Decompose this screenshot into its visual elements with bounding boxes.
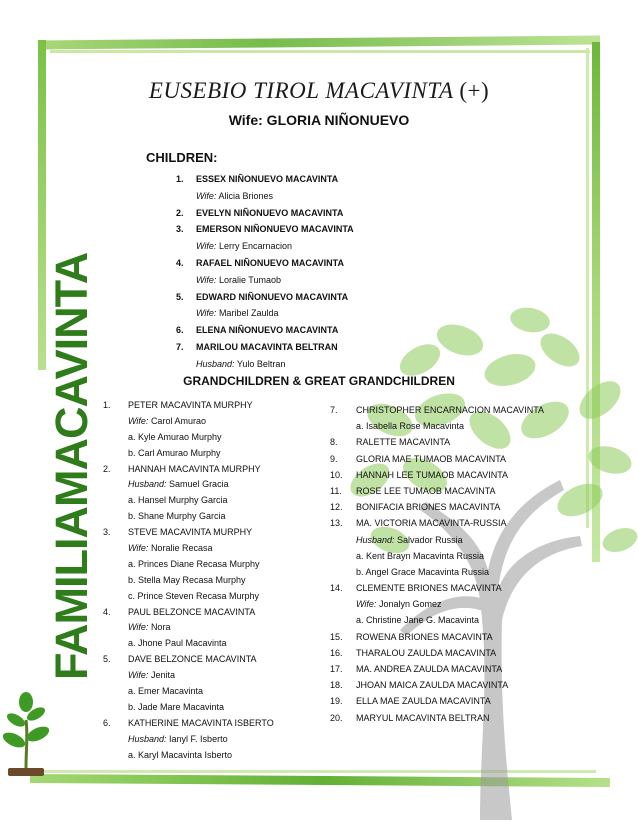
- spouse-name: Alicia Briones: [218, 190, 273, 201]
- children-list: [176, 171, 436, 373]
- grandchild-spouse: [330, 596, 570, 612]
- spouse-name: Noralie Recasa: [150, 543, 213, 554]
- spouse-name: Jenita: [150, 670, 175, 681]
- spouse-name: Carol Amurao: [150, 415, 206, 426]
- grandchild-name: DAVE BELZONCE MACAVINTA: [128, 654, 257, 665]
- child-spouse: [176, 305, 436, 322]
- title-suffix: (+): [459, 78, 490, 103]
- spouse-name: Ianyl F. Isberto: [169, 733, 228, 744]
- child-item: [176, 205, 436, 222]
- grandchild-item: [330, 467, 570, 483]
- grandchild-number: 3.: [103, 527, 111, 538]
- spouse-name: Loralie Tumaob: [218, 274, 281, 285]
- child-item: [176, 322, 436, 339]
- child-item: [176, 339, 436, 356]
- child-number: 6.: [176, 325, 184, 336]
- title-name: EUSEBIO TIROL MACAVINTA: [148, 78, 454, 103]
- grandchild-number: 2.: [103, 463, 111, 474]
- child-spouse: [176, 188, 436, 205]
- grandchild-spouse: [103, 414, 303, 430]
- grandchild-item: [103, 525, 303, 541]
- spouse-label: Husband:: [128, 479, 167, 490]
- grandchild-name: CLEMENTE BRIONES MACAVINTA: [356, 583, 502, 594]
- grandchild-item: [330, 629, 570, 645]
- grandchild-spouse: [103, 541, 303, 557]
- grandchild-name: HANNAH LEE TUMAOB MACAVINTA: [356, 469, 509, 480]
- grandchild-number: 4.: [103, 606, 111, 617]
- spouse-label: Wife:: [128, 622, 149, 633]
- grandchild-item: [330, 434, 570, 450]
- child-name: MARILOU MACAVINTA BELTRAN: [196, 341, 338, 352]
- spouse-label: Wife:: [196, 190, 217, 201]
- great-grandchild-item: a. Jhone Paul Macavinta: [128, 638, 227, 649]
- grandchild-item: [330, 693, 570, 709]
- great-grandchild-item: b. Jade Mare Macavinta: [128, 701, 225, 712]
- grandchild-number: 12.: [330, 502, 343, 513]
- spouse-name: Jonalyn Gomez: [378, 599, 442, 610]
- great-grandchild-item: a. Karyl Macavinta Isberto: [128, 749, 233, 760]
- spouse-name: Yulo Beltran: [236, 358, 286, 369]
- grandchild-number: 6.: [103, 717, 111, 728]
- grandchild-number: 13.: [330, 518, 343, 529]
- grandchildren-heading: GRANDCHILDREN & GREAT GRANDCHILDREN: [183, 374, 455, 388]
- child-number: 2.: [176, 207, 184, 218]
- child-item: [176, 289, 436, 306]
- grandchild-item: [330, 710, 570, 726]
- child-name: ESSEX NIÑONUEVO MACAVINTA: [196, 174, 339, 184]
- grandchild-name: CHRISTOPHER ENCARNACION MACAVINTA: [356, 405, 545, 415]
- grandchild-number: 20.: [330, 712, 343, 723]
- grandchild-number: 9.: [330, 453, 338, 464]
- grandchild-name: THARALOU ZAULDA MACAVINTA: [356, 647, 497, 658]
- grandchild-spouse: [103, 668, 303, 684]
- grandchild-item: [103, 716, 303, 732]
- brand-vertical-text: FAMILIAMACAVINTA: [46, 252, 97, 680]
- child-name: EDWARD NIÑONUEVO MACAVINTA: [196, 291, 349, 302]
- wife-line: Wife: GLORIA NIÑONUEVO: [228, 112, 410, 128]
- child-number: 7.: [176, 341, 184, 352]
- spouse-name: Nora: [150, 622, 171, 633]
- grandchild-number: 1.: [103, 400, 111, 410]
- grandchild-number: 7.: [330, 405, 338, 415]
- great-grandchild-item: a. Princes Diane Recasa Murphy: [128, 558, 260, 569]
- grandchild-item: [103, 652, 303, 668]
- spouse-name: Samuel Gracia: [169, 479, 229, 490]
- grandchild-spouse: [103, 620, 303, 636]
- great-grandchild-item: a. Christine Jane G. Macavinta: [356, 615, 480, 626]
- grandchild-number: 16.: [330, 647, 343, 658]
- great-grandchild-item: a. Emer Macavinta: [128, 686, 204, 697]
- child-name: ELENA NIÑONUEVO MACAVINTA: [196, 325, 339, 336]
- grandchildren-right-column: [330, 402, 570, 726]
- grandchild-number: 18.: [330, 680, 343, 691]
- grandchild-item: [103, 605, 303, 621]
- grandchild-name: ELLA MAE ZAULDA MACAVINTA: [356, 696, 491, 707]
- great-grandchild-item: b. Stella May Recasa Murphy: [128, 574, 246, 585]
- spouse-label: Wife:: [128, 415, 149, 426]
- spouse-label: Wife:: [356, 599, 377, 610]
- grandchild-name: KATHERINE MACAVINTA ISBERTO: [128, 717, 274, 728]
- grandchild-name: MA. VICTORIA MACAVINTA-RUSSIA: [356, 518, 507, 529]
- grandchild-name: BONIFACIA BRIONES MACAVINTA: [356, 502, 501, 513]
- child-number: 5.: [176, 291, 184, 302]
- spouse-label: Wife:: [128, 543, 149, 554]
- grandchild-name: ROSE LEE TUMAOB MACAVINTA: [356, 485, 496, 496]
- grandchild-name: HANNAH MACAVINTA MURPHY: [128, 463, 261, 474]
- grandchild-item: [330, 661, 570, 677]
- grandchild-item: [330, 499, 570, 515]
- grandchild-item: [330, 645, 570, 661]
- grandchild-number: 17.: [330, 664, 343, 674]
- child-item: [176, 255, 436, 272]
- grandchild-item: [330, 515, 570, 531]
- grandchild-name: RALETTE MACAVINTA: [356, 437, 451, 448]
- grandchild-name: PAUL BELZONCE MACAVINTA: [128, 606, 256, 617]
- child-name: EMERSON NIÑONUEVO MACAVINTA: [196, 224, 354, 235]
- grandchild-item: [330, 580, 570, 596]
- grandchild-name: MARYUL MACAVINTA BELTRAN: [356, 712, 490, 723]
- grandchild-number: 19.: [330, 696, 343, 707]
- frame-top-stroke: [40, 36, 600, 50]
- spouse-name: Salvador Russia: [397, 534, 463, 545]
- child-spouse: [176, 272, 436, 289]
- grandchild-name: PETER MACAVINTA MURPHY: [128, 400, 253, 410]
- seedling-logo-icon: [0, 690, 60, 780]
- grandchild-name: STEVE MACAVINTA MURPHY: [128, 527, 253, 538]
- spouse-label: Husband:: [356, 534, 395, 545]
- great-grandchild-item: b. Carl Amurao Murphy: [128, 447, 221, 458]
- grandchild-number: 10.: [330, 469, 343, 480]
- child-spouse: [176, 356, 436, 373]
- frame-top-inner-stroke: [50, 50, 590, 53]
- child-name: EVELYN NIÑONUEVO MACAVINTA: [196, 207, 344, 218]
- child-item: [176, 221, 436, 238]
- great-grandchild-item: b. Shane Murphy Garcia: [128, 511, 226, 522]
- child-item: [176, 171, 436, 188]
- spouse-label: Wife:: [196, 308, 217, 319]
- great-grandchild-item: a. Kyle Amurao Murphy: [128, 431, 222, 442]
- spouse-name: Maribel Zaulda: [218, 308, 279, 319]
- grandchild-name: ROWENA BRIONES MACAVINTA: [356, 631, 493, 642]
- grandchild-name: GLORIA MAE TUMAOB MACAVINTA: [356, 453, 507, 464]
- grandchild-item: [330, 402, 570, 418]
- child-number: 4.: [176, 257, 184, 268]
- great-grandchild-item: b. Angel Grace Macavinta Russia: [356, 566, 490, 577]
- spouse-label: Husband:: [128, 733, 167, 744]
- child-number: 1.: [176, 174, 184, 184]
- page-title: [0, 78, 638, 104]
- grandchild-number: 15.: [330, 631, 343, 642]
- grandchild-spouse: [330, 532, 570, 548]
- children-heading: CHILDREN:: [146, 150, 218, 165]
- grandchild-spouse: [103, 732, 303, 748]
- spouse-label: Husband:: [196, 358, 235, 369]
- grandchild-name: MA. ANDREA ZAULDA MACAVINTA: [356, 664, 503, 674]
- spouse-label: Wife:: [196, 274, 217, 285]
- grandchildren-left-column: [103, 398, 303, 763]
- great-grandchild-item: a. Kent Brayn Macavinta Russia: [356, 550, 485, 561]
- grandchild-spouse: [103, 477, 303, 493]
- great-grandchild-item: a. Hansel Murphy Garcia: [128, 495, 228, 506]
- child-name: RAFAEL NIÑONUEVO MACAVINTA: [196, 257, 345, 268]
- grandchild-number: 11.: [330, 485, 342, 496]
- child-number: 3.: [176, 224, 184, 235]
- brand-vertical-block: [0, 252, 97, 690]
- grandchild-item: [103, 398, 303, 414]
- great-grandchild-item: c. Prince Steven Recasa Murphy: [128, 590, 260, 601]
- spouse-label: Wife:: [128, 670, 149, 681]
- grandchild-item: [330, 483, 570, 499]
- grandchild-number: 14.: [330, 583, 343, 594]
- grandchild-number: 8.: [330, 437, 338, 448]
- grandchild-name: JHOAN MAICA ZAULDA MACAVINTA: [356, 680, 509, 691]
- grandchild-number: 5.: [103, 654, 111, 665]
- grandchild-item: [330, 451, 570, 467]
- grandchild-item: [103, 462, 303, 478]
- great-grandchild-item: a. Isabella Rose Macavinta: [356, 421, 465, 432]
- spouse-name: Lerry Encarnacion: [218, 241, 292, 252]
- grandchild-item: [330, 677, 570, 693]
- spouse-label: Wife:: [196, 241, 217, 252]
- child-spouse: [176, 238, 436, 255]
